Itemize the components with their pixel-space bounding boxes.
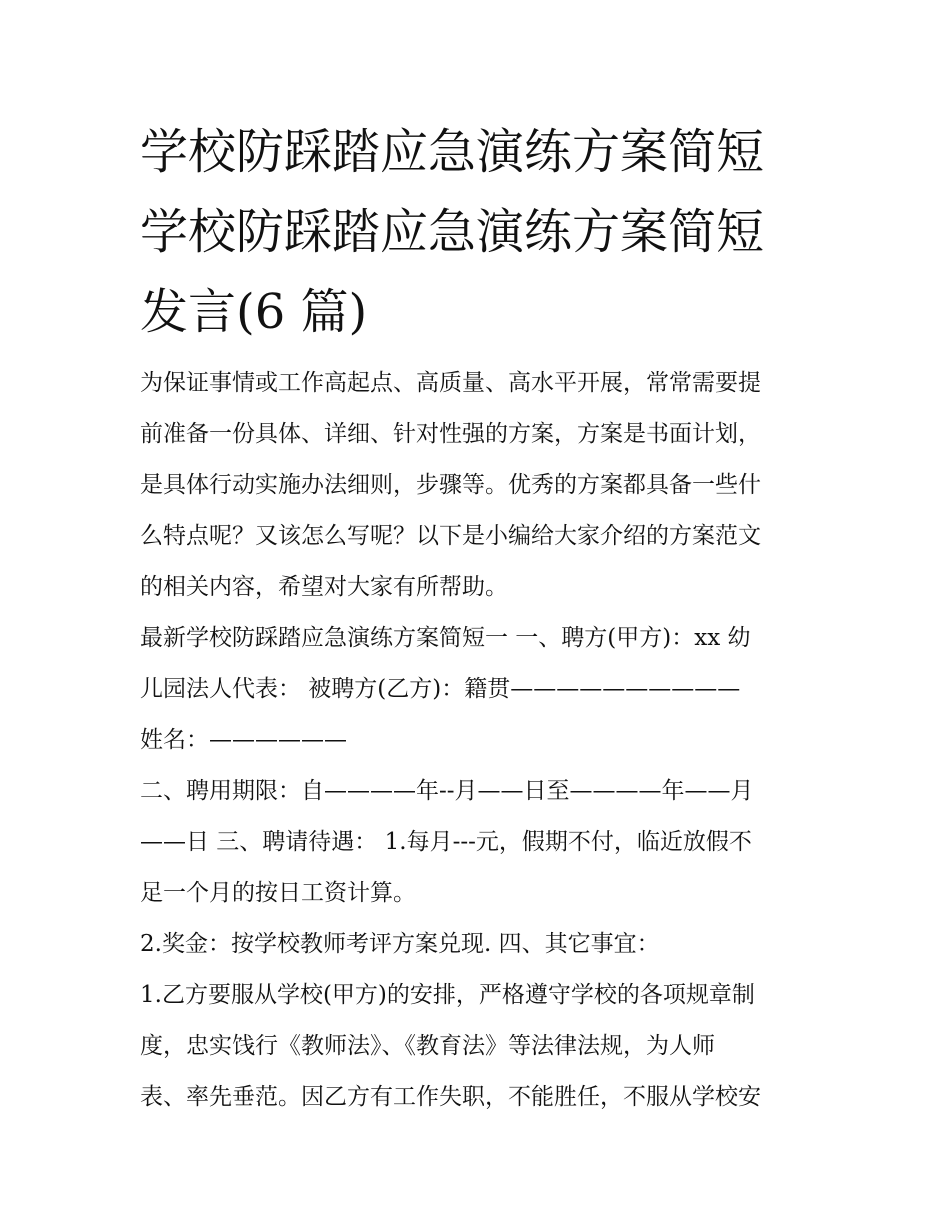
contract-parties-paragraph: [140, 613, 820, 766]
title-line: 学校防踩踏应急演练方案简短: [140, 204, 765, 260]
text-line: 2.奖金：按学校教师考评方案兑现. 四、其它事宜：: [140, 931, 660, 957]
text-line: 为保证事情或工作高起点、高质量、高水平开展，常常需要提: [140, 370, 761, 396]
text-line: 1.乙方要服从学校(甲方)的安排，严格遵守学校的各项规章制: [140, 982, 755, 1008]
title-line: 发言(6 篇): [140, 284, 368, 340]
document-page: [140, 112, 820, 1123]
obligations-paragraph: [140, 970, 820, 1123]
text-line: 么特点呢？又该怎么写呢？以下是小编给大家介绍的方案范文: [140, 523, 761, 549]
title-line: 学校防踩踏应急演练方案简短: [140, 124, 765, 180]
text-line: 最新学校防踩踏应急演练方案简短一 一、聘方(甲方)：xx 幼: [140, 625, 751, 651]
text-line: ——日 三、聘请待遇： 1.每月---元，假期不付，临近放假不: [140, 829, 752, 855]
text-line: 是具体行动实施办法细则，步骤等。优秀的方案都具备一些什: [140, 472, 761, 498]
text-line: 足一个月的按日工资计算。: [140, 880, 416, 906]
text-line: 姓名：——————: [140, 727, 347, 753]
text-line: 二、聘用期限：自————年--月——日至————年——月: [140, 778, 754, 804]
text-line: 的相关内容，希望对大家有所帮助。: [140, 574, 508, 600]
text-line: 表、率先垂范。因乙方有工作失职，不能胜任，不服从学校安: [140, 1084, 761, 1110]
text-line: 度，忠实饯行《教师法》、《教育法》等法律法规，为人师: [140, 1033, 715, 1059]
text-line: 前准备一份具体、详细、针对性强的方案，方案是书面计划，: [140, 421, 761, 447]
intro-paragraph: [140, 358, 820, 613]
text-line: 儿园法人代表： 被聘方(乙方)：籍贯——————————: [140, 676, 741, 702]
contract-term-paragraph: [140, 766, 820, 919]
document-title: [140, 112, 820, 352]
bonus-paragraph: [140, 919, 820, 970]
